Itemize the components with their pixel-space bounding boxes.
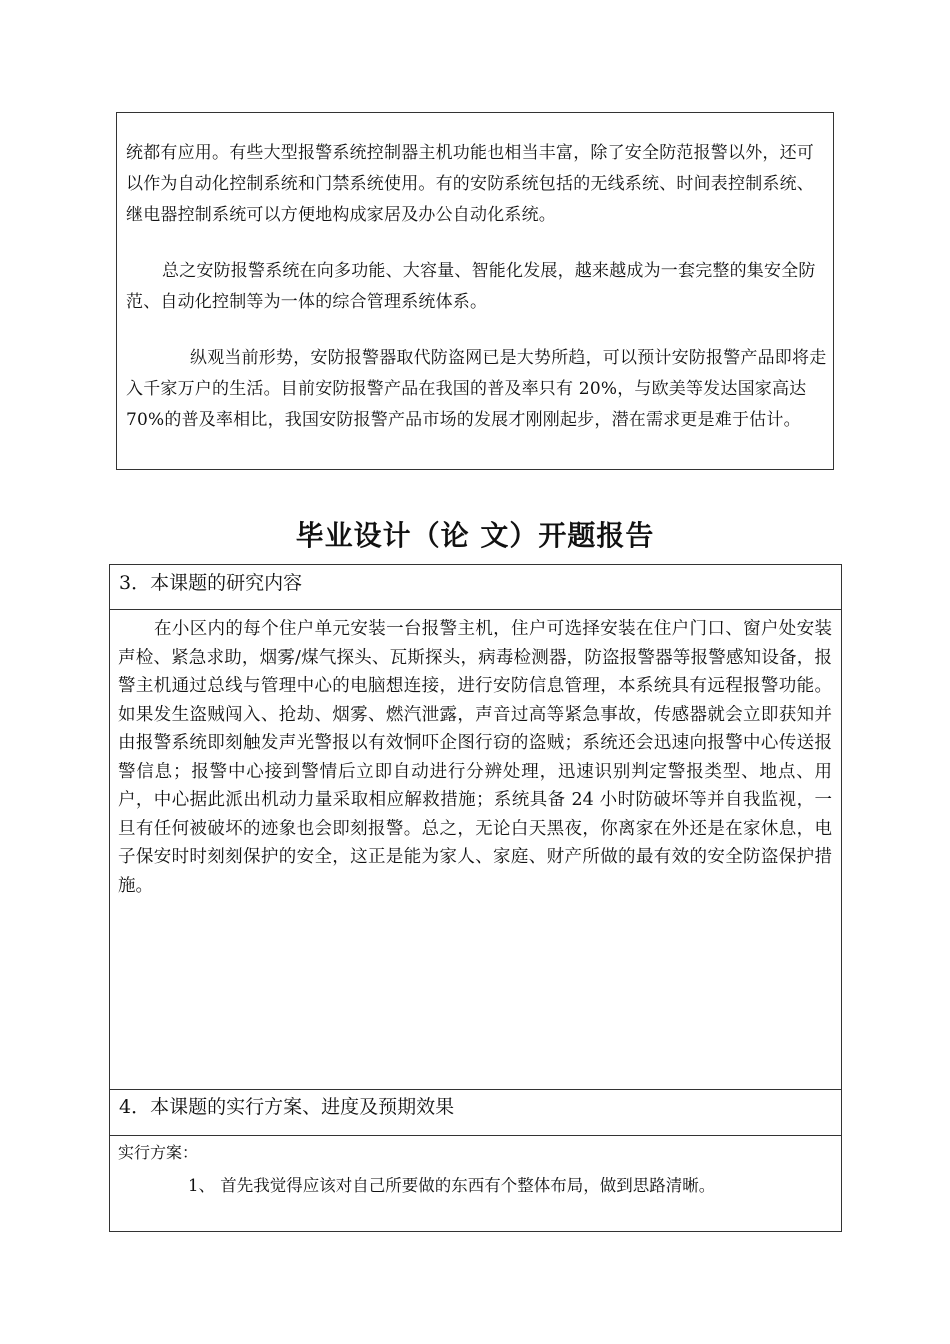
- section3-heading: 3．本课题的研究内容: [119, 572, 303, 594]
- row-divider: [110, 1089, 841, 1090]
- paragraph-alarm-systems: 统都有应用。有些大型报警系统控制器主机功能也相当丰富，除了安全防范报警以外，还可以作为自动化控制系统和门禁系统使用。有的安防系统包括的无线系统、时间表控制系统、继电器控制系统可以方便地构成家居及办公自动化系统。: [126, 143, 814, 225]
- plan-item: 1、 首先我觉得应该对自己所要做的东西有个整体布局，做到思路清晰。: [188, 1176, 716, 1195]
- paragraph-market-outlook: 纵观当前形势，安防报警器取代防盗网已是大势所趋，可以预计安防报警产品即将走入千家万户的生活。目前安防报警产品在我国的普及率只有 20%，与欧美等发达国家高达 70%的普及率相比，我国安防报警产品市场的发展才刚刚起步，潜在需求更是难于估计。: [126, 348, 827, 430]
- plan-label: 实行方案：: [118, 1143, 199, 1162]
- paragraph-summary: 总之安防报警系统在向多功能、大容量、智能化发展，越来越成为一套完整的集安全防范、自动化控制等为一体的综合管理系统体系。: [126, 261, 816, 312]
- section3-body: 在小区内的每个住户单元安装一台报警主机，住户可选择安装在住户门口、窗户处安装声检、紧急求助，烟雾/煤气探头、瓦斯探头，病毒检测器，防盗报警器等报警感知设备，报警主机通过总线与管理中心的电脑想连接，进行安防信息管理，本系统具有远程报警功能。如果发生盗贼闯入、抢劫、烟雾、燃汽泄露，声音过高等紧急事故，传感器就会立即获知并由报警系统即刻触发声光警报以有效恫吓企图行窃的盗贼；系统还会迅速向报警中心传送报警信息；报警中心接到警情后立即自动进行分辨处理，迅速识别判定警报类型、地点、用户，中心据此派出机动力量采取相应解救措施；系统具备 24 小时防破坏等并自我监视，一旦有任何被破坏的迹象也会即刻报警。总之，无论白天黑夜，你离家在外还是在家休息，电子保安时时刻刻保护的安全，这正是能为家人、家庭、财产所做的最有效的安全防盗保护措施。: [118, 619, 832, 896]
- section4-heading: 4．本课题的实行方案、进度及预期效果: [119, 1096, 455, 1118]
- report-title: 毕业设计（论 文）开题报告: [295, 519, 655, 552]
- report-table: [109, 564, 842, 1232]
- row-divider: [110, 609, 841, 610]
- row-divider: [110, 1135, 841, 1136]
